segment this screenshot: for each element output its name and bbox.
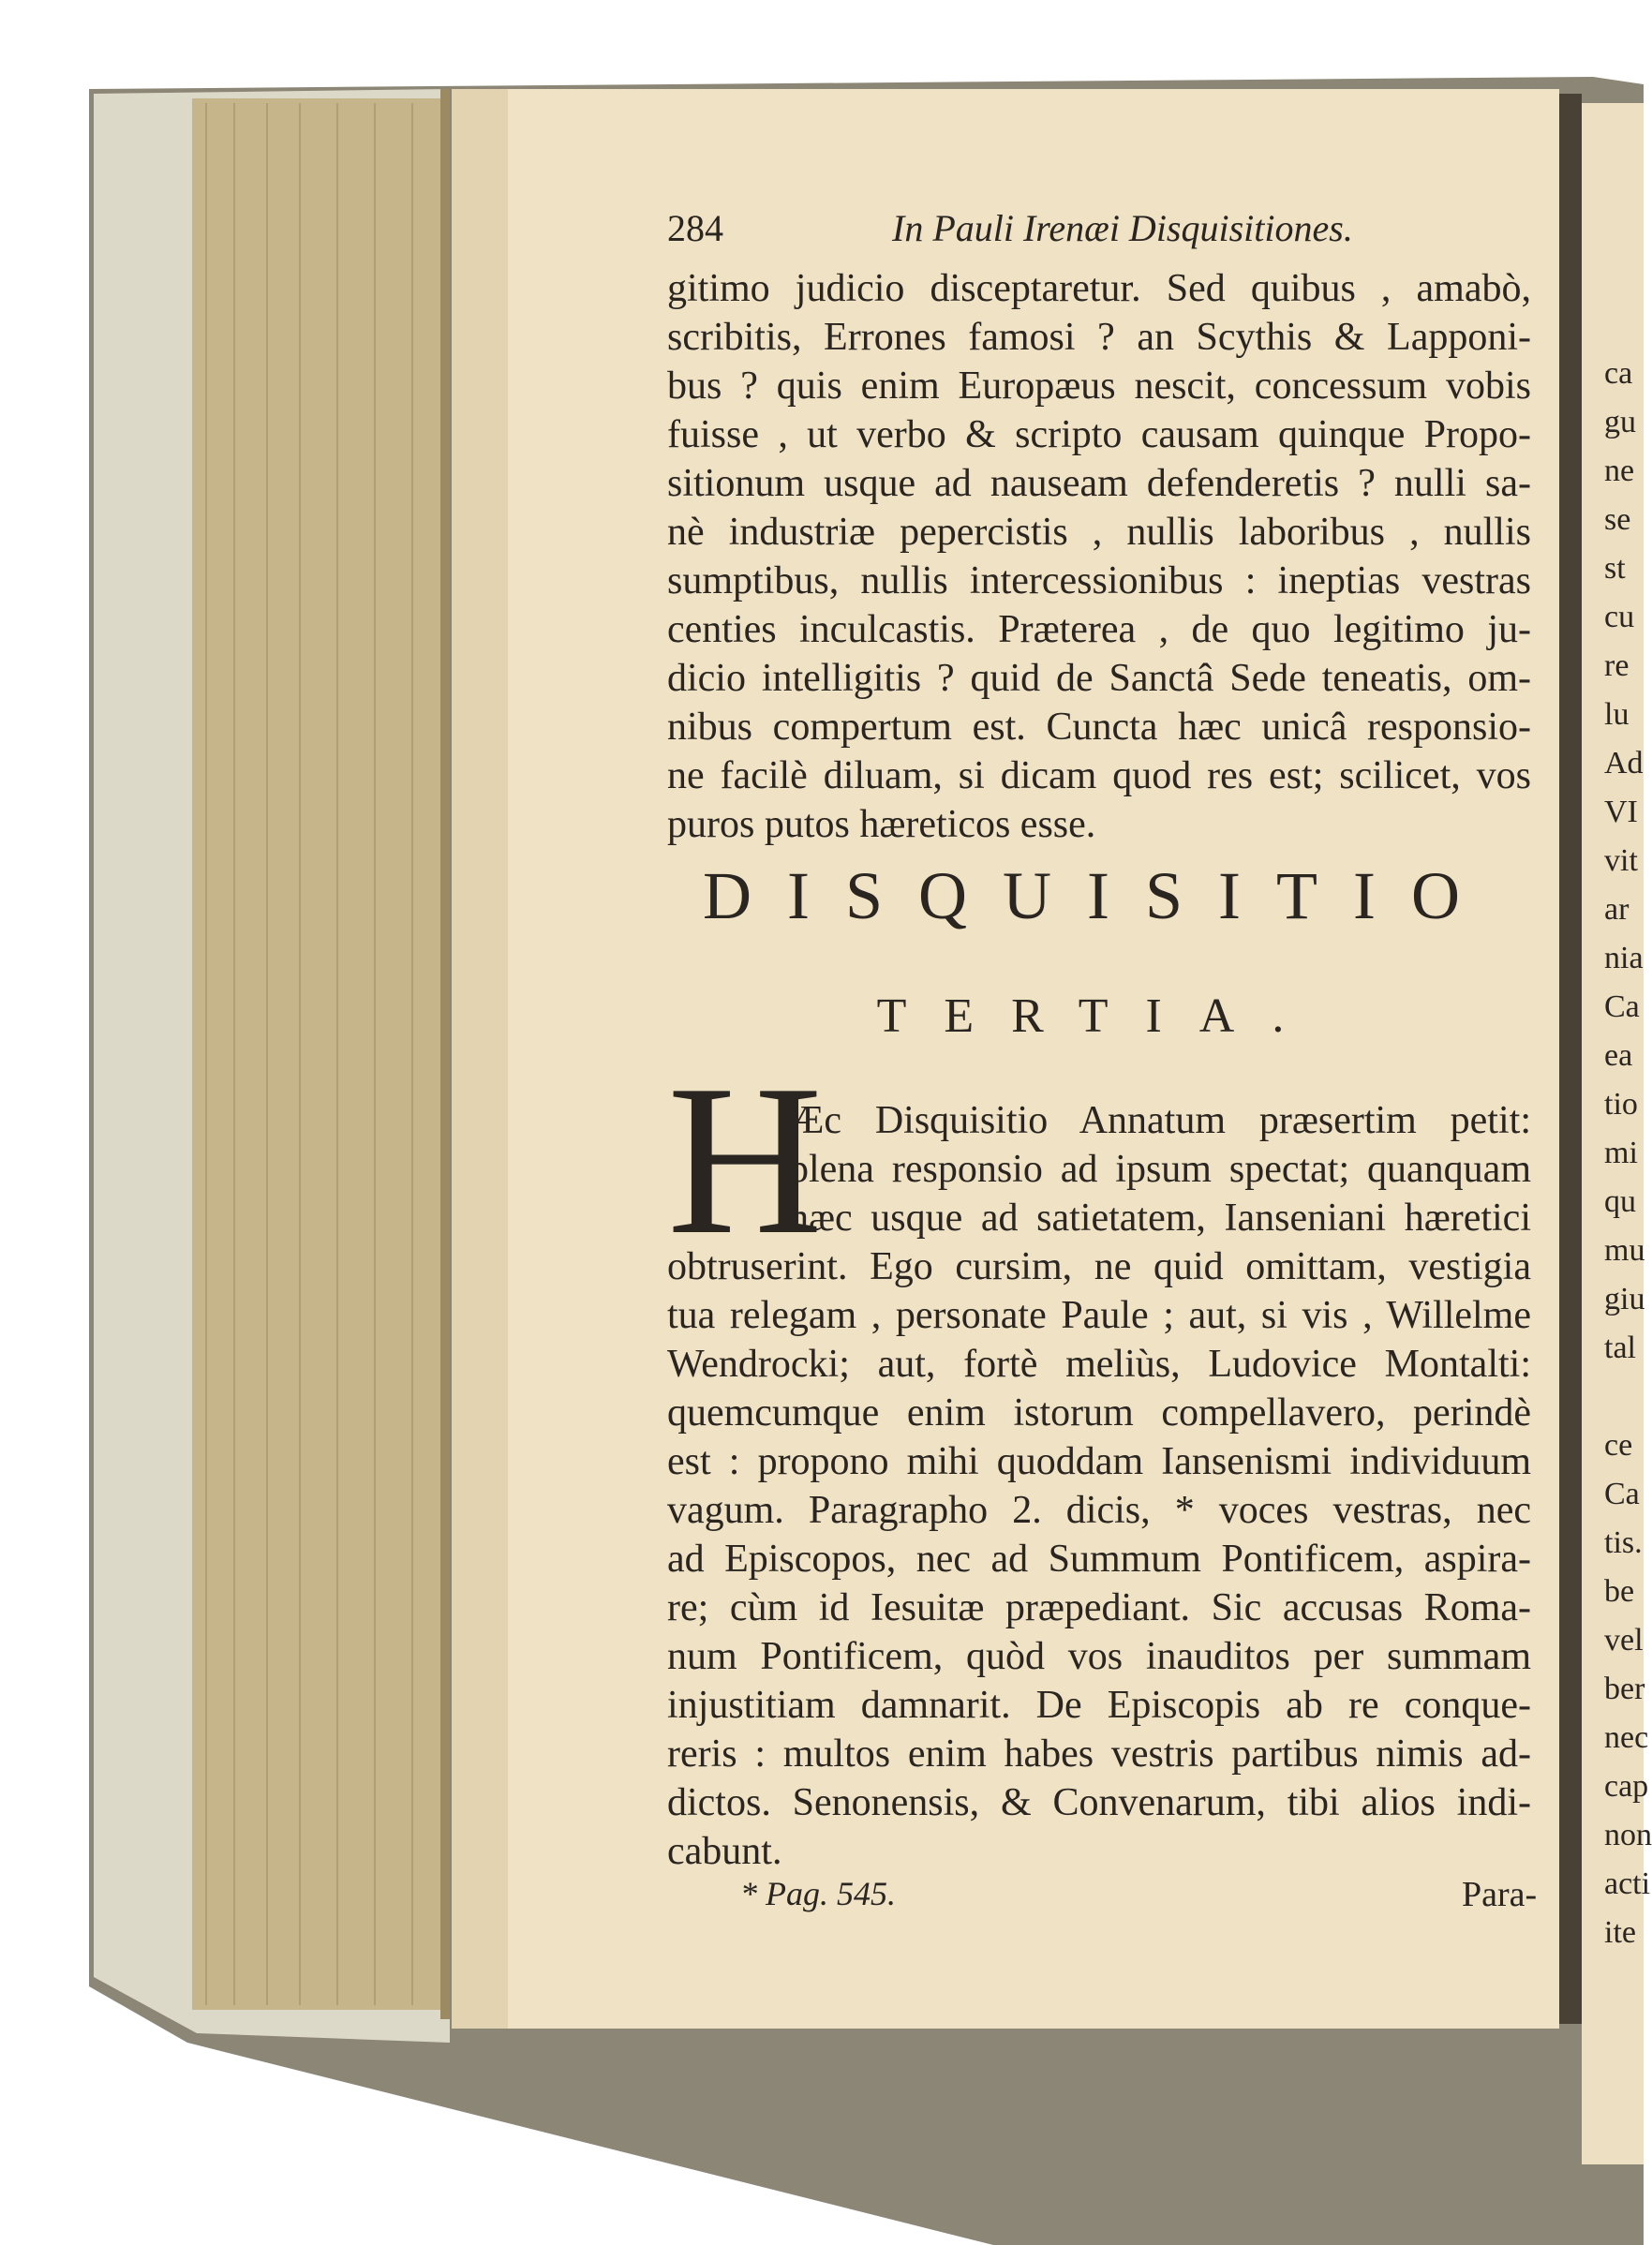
text-line: ne facilè diluam, si dicam quod res est; scilicet, vos [667, 754, 1531, 797]
facing-fragment: se [1604, 502, 1631, 537]
running-title: In Pauli Irenæi Disquisitiones. [892, 207, 1353, 249]
facing-fragment: nec [1604, 1720, 1649, 1755]
text-line: est : propono mihi quoddam Iansenismi individuum [667, 1440, 1531, 1483]
text-line: reris : multos enim habes vestris partibus nimis ad- [667, 1732, 1531, 1776]
facing-fragment: st [1604, 551, 1626, 586]
facing-fragment: mi [1604, 1136, 1638, 1170]
text-line: sitionum usque ad nauseam defenderetis ? nulli sa- [667, 462, 1531, 505]
text-line: num Pontificem, quòd vos inauditos per summam [667, 1635, 1531, 1678]
text-line: nè industriæ pepercistis , nullis laboribus , nullis [667, 511, 1531, 554]
facing-fragment: ce [1604, 1428, 1633, 1463]
text-line: cabunt. [667, 1830, 782, 1873]
text-line: puros putos hæreticos esse. [667, 803, 1096, 846]
text-line: fuisse , ut verbo & scripto causam quinque Propo- [667, 413, 1531, 456]
text-line: ad Episcopos, nec ad Summum Pontificem, aspira- [667, 1538, 1531, 1581]
text-line: sumptibus, nullis intercessionibus : ineptias vestras [667, 559, 1531, 602]
section-subheading: TERTIA. [876, 989, 1322, 1043]
text-line: Wendrocki; aut, fortè meliùs, Ludovice Montalti: [667, 1343, 1531, 1386]
text-line: bus ? quis enim Europæus nescit, concessum vobis [667, 364, 1531, 408]
facing-fragment: gu [1604, 405, 1636, 439]
section-heading: DISQUISITIO [703, 858, 1496, 933]
facing-fragment: ne [1604, 453, 1635, 488]
text-line: hæc usque ad satietatem, Ianseniani hæretici [789, 1197, 1531, 1240]
text-line: injustitiam damnarit. De Episcopis ab re conque- [667, 1684, 1531, 1727]
facing-fragment: acti [1604, 1866, 1651, 1901]
text-line: nibus compertum est. Cuncta hæc unicâ responsio- [667, 706, 1531, 749]
catchword: Para- [1462, 1875, 1538, 1914]
facing-fragment: ar [1604, 892, 1630, 927]
text-line: scribitis, Errones famosi ? an Scythis & Lapponi- [667, 316, 1531, 359]
page-number: 284 [667, 207, 723, 249]
text-line: Æc Disquisitio Annatum præsertim petit: [789, 1099, 1531, 1142]
text-line: tua relegam , personate Paule ; aut, si vis , Willelme [667, 1294, 1531, 1337]
facing-fragment: cu [1604, 600, 1635, 634]
text-line: centies inculcastis. Præterea , de quo legitimo ju- [667, 608, 1531, 651]
facing-fragment: VI [1604, 795, 1638, 829]
facing-fragment: ite [1604, 1915, 1636, 1950]
text-line: quemcumque enim istorum compellavero, perindè [667, 1391, 1531, 1435]
facing-fragment: tio [1604, 1087, 1638, 1122]
facing-fragment: non [1604, 1818, 1652, 1852]
facing-fragment: qu [1604, 1184, 1636, 1219]
drop-cap: H [667, 1040, 824, 1279]
facing-fragment: Ad [1604, 746, 1644, 781]
facing-fragment: ber [1604, 1672, 1645, 1706]
facing-fragment: re [1604, 648, 1630, 683]
text-line: dicio intelligitis ? quid de Sanctâ Sede teneatis, om- [667, 657, 1531, 700]
facing-fragment: ca [1604, 356, 1633, 391]
facing-fragment: Ca [1604, 1477, 1640, 1511]
footnote: * Pag. 545. [740, 1875, 896, 1912]
facing-fragment: lu [1604, 697, 1630, 732]
text-line: vagum. Paragrapho 2. dicis, * voces vestras, nec [667, 1489, 1531, 1532]
text-line: re; cùm id Iesuitæ præpediant. Sic accusas Roma- [667, 1586, 1531, 1629]
facing-fragment: tis. [1604, 1525, 1643, 1560]
facing-fragment: nia [1604, 941, 1644, 975]
text-line: gitimo judicio disceptaretur. Sed quibus , amabò, [667, 267, 1531, 310]
facing-fragment: tal [1604, 1331, 1636, 1365]
facing-fragment: vel [1604, 1623, 1644, 1658]
text-line: dictos. Senonensis, & Convenarum, tibi alios indi- [667, 1781, 1531, 1824]
facing-fragment: vit [1604, 843, 1638, 878]
facing-fragment: ea [1604, 1038, 1633, 1073]
text-line: obtruserint. Ego cursim, ne quid omittam, vestigia [667, 1245, 1531, 1288]
text-line: plena responsio ad ipsum spectat; quanquam [789, 1148, 1531, 1191]
facing-fragment: giu [1604, 1282, 1645, 1316]
facing-fragment: Ca [1604, 989, 1640, 1024]
facing-fragment: mu [1604, 1233, 1645, 1268]
facing-fragment: cap [1604, 1769, 1649, 1804]
facing-fragment: be [1604, 1574, 1635, 1609]
